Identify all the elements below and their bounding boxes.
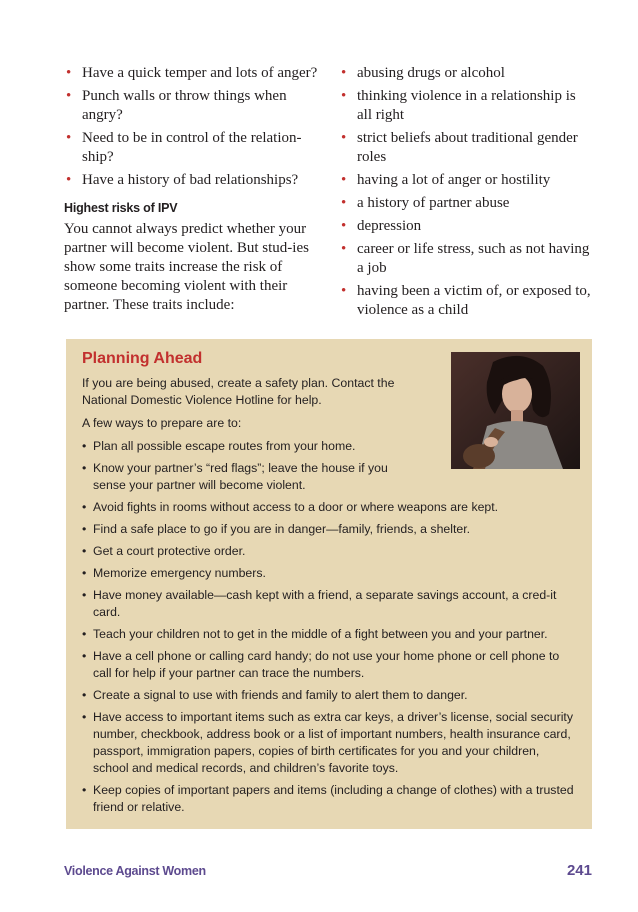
list-item-text: Have a quick temper and lots of anger?	[82, 65, 318, 81]
bullet-icon: •	[82, 461, 87, 475]
bullet-icon: •	[82, 566, 87, 580]
list-item-text: Memorize emergency numbers.	[93, 566, 266, 580]
bullet-icon: •	[341, 172, 347, 188]
planning-list	[82, 438, 576, 816]
right-bullet-list	[339, 64, 591, 320]
list-item	[339, 282, 591, 320]
list-item-text: Create a signal to use with friends and family to alert them to danger.	[93, 688, 468, 702]
list-item-text: thinking violence in a relationship is all right	[357, 88, 576, 123]
list-item	[82, 782, 576, 816]
bullet-icon: •	[66, 172, 72, 188]
list-item-text: having been a victim of, or exposed to, violence as a child	[357, 283, 591, 318]
list-item-text: a history of partner abuse	[357, 195, 510, 211]
list-item-text: Punch walls or throw things when angry?	[82, 88, 287, 123]
list-item	[339, 64, 591, 83]
list-item-text: Find a safe place to go if you are in danger—family, friends, a shelter.	[93, 522, 471, 536]
right-column	[339, 64, 591, 324]
list-item-text: having a lot of anger or hostility	[357, 172, 551, 188]
bullet-icon: •	[341, 88, 347, 104]
list-item-text: Have a history of bad relationships?	[82, 172, 299, 188]
list-item	[64, 129, 326, 167]
left-bullet-list	[64, 64, 326, 190]
list-item-text: Know your partner’s “red flags”; leave the house if you sense your partner will become violent.	[93, 461, 388, 492]
body-paragraph: You cannot always predict whether your partner will become violent. But stud-ies show some traits increase the risk of someone becoming violent with their partner. These traits include:	[64, 221, 309, 313]
bullet-icon: •	[341, 283, 347, 299]
list-item	[339, 194, 591, 213]
bullet-icon: •	[82, 627, 87, 641]
bullet-icon: •	[341, 130, 347, 146]
box-lead: A few ways to prepare are to:	[82, 416, 242, 430]
list-item-text: Plan all possible escape routes from your home.	[93, 439, 356, 453]
bullet-icon: •	[82, 500, 87, 514]
list-item	[82, 438, 396, 455]
list-item	[339, 129, 591, 167]
woman-photo-image	[451, 352, 580, 469]
list-item	[82, 709, 576, 777]
bullet-icon: •	[82, 522, 87, 536]
list-item	[82, 687, 576, 704]
list-item	[82, 648, 576, 682]
page-number: 241	[566, 862, 592, 879]
box-intro: If you are being abused, create a safety plan. Contact the National Domestic Violence Hotline for help.	[82, 376, 395, 407]
list-item	[82, 460, 396, 494]
list-item-text: depression	[357, 218, 422, 234]
bullet-icon: •	[82, 588, 87, 602]
list-item	[64, 171, 326, 190]
list-item	[82, 565, 576, 582]
bullet-icon: •	[341, 218, 347, 234]
list-item	[339, 87, 591, 125]
bullet-icon: •	[66, 65, 72, 81]
list-item	[82, 587, 576, 621]
woman-photo-illustration	[451, 352, 580, 469]
list-item-text: Have access to important items such as extra car keys, a driver’s license, social security number, checkbook, address book or a list of important numbers, health insurance card, passport, immigration papers, copies of birth certificates for you and your children, school and medical records, and children’s favorite toys.	[93, 710, 573, 775]
section-subheading: Highest risks of IPV	[64, 201, 178, 215]
list-item-text: abusing drugs or alcohol	[357, 65, 505, 81]
bullet-icon: •	[341, 241, 347, 257]
bullet-icon: •	[66, 130, 72, 146]
list-item-text: Teach your children not to get in the middle of a fight between you and your partner.	[93, 627, 548, 641]
list-item	[339, 171, 591, 190]
bullet-icon: •	[82, 544, 87, 558]
bullet-icon: •	[82, 439, 87, 453]
list-item-text: strict beliefs about traditional gender roles	[357, 130, 578, 165]
list-item	[82, 626, 576, 643]
list-item	[339, 217, 591, 236]
bullet-icon: •	[341, 195, 347, 211]
list-item	[82, 521, 576, 538]
bullet-icon: •	[82, 783, 87, 797]
list-item	[64, 64, 326, 83]
list-item-text: Have money available—cash kept with a friend, a separate savings account, a cred-it card.	[93, 588, 557, 619]
bullet-icon: •	[82, 688, 87, 702]
bullet-icon: •	[341, 65, 347, 81]
list-item-text: Avoid fights in rooms without access to a door or where weapons are kept.	[93, 500, 499, 514]
list-item	[82, 543, 576, 560]
list-item	[82, 499, 576, 516]
list-item-text: career or life stress, such as not having a job	[357, 241, 590, 276]
list-item-text: Get a court protective order.	[93, 544, 246, 558]
list-item-text: Have a cell phone or calling card handy; do not use your home phone or cell phone to call for help if your partner can trace the numbers.	[93, 649, 560, 680]
bullet-icon: •	[66, 88, 72, 104]
list-item-text: Need to be in control of the relation-ship?	[82, 130, 302, 165]
list-item	[339, 240, 591, 278]
list-item	[64, 87, 326, 125]
left-column	[64, 64, 326, 315]
bullet-icon: •	[82, 710, 87, 724]
bullet-icon: •	[82, 649, 87, 663]
box-title: Planning Ahead	[82, 350, 203, 367]
list-item-text: Keep copies of important papers and items (including a change of clothes) with a trusted friend or relative.	[93, 783, 574, 814]
footer-title: Violence Against Women	[64, 864, 206, 878]
